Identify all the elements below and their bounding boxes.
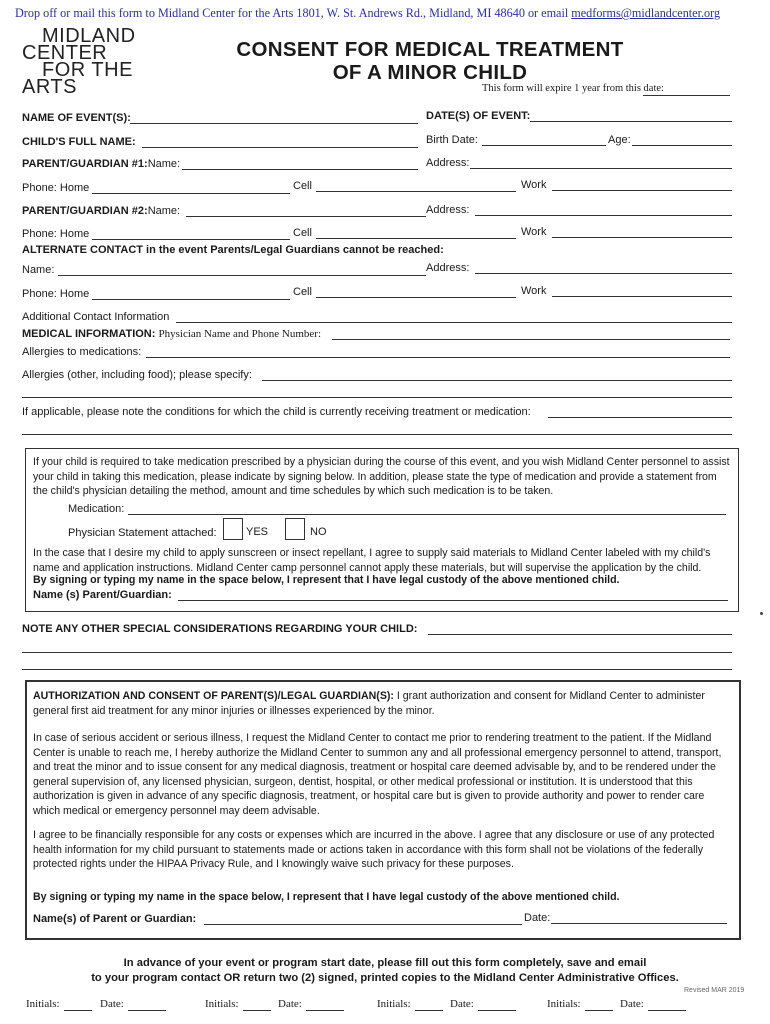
alt-work-field[interactable] — [552, 296, 732, 297]
date-label: Date: — [620, 998, 644, 1010]
authorization-signature-label: Name(s) of Parent or Guardian: — [33, 913, 197, 925]
pg1-phone-home-field[interactable] — [92, 193, 290, 194]
medication-field[interactable] — [128, 514, 726, 515]
conditions-label: If applicable, please note the conditions for which the child is currently receiving treatment or medication: — [22, 406, 531, 418]
date-field[interactable] — [128, 1010, 166, 1011]
pg1-label: PARENT/GUARDIAN #1: — [22, 158, 148, 170]
logo-line: FOR THE — [42, 59, 133, 81]
event-dates-label: DATE(S) OF EVENT: — [426, 110, 531, 122]
pg2-address-field[interactable] — [475, 215, 732, 216]
pg2-cell-field[interactable] — [316, 238, 516, 239]
special-considerations-line3[interactable] — [22, 669, 732, 670]
alt-address-field[interactable] — [475, 273, 732, 274]
child-name-label: CHILD'S FULL NAME: — [22, 136, 136, 148]
special-considerations-line2[interactable] — [22, 652, 732, 653]
age-label: Age: — [608, 134, 631, 146]
initials-field[interactable] — [585, 1010, 613, 1011]
allergies-meds-label: Allergies to medications: — [22, 346, 142, 358]
authorization-date-field[interactable] — [551, 923, 727, 924]
date-label: Date: — [450, 998, 474, 1010]
logo-line: CENTER — [22, 42, 108, 64]
medication-intro: If your child is required to take medication prescribed by a physician during the course of this event, and you wish Midland Center personnel to assist your child in taking this medication, please indicate by signing below. In addition, please state the type of medication and provide a statement from the child's physician detailing the method, amount and time schedules by which such medication is to be taken. — [33, 456, 730, 498]
title-line: OF A MINOR CHILD — [332, 61, 528, 84]
alt-address-label: Address: — [426, 262, 470, 274]
medication-custody-text: By signing or typing my name in the space below, I represent that I have legal custody of the above mentioned child. — [33, 574, 620, 586]
physician-field[interactable] — [332, 339, 730, 340]
authorization-heading: AUTHORIZATION AND CONSENT OF PARENT(S)/LEGAL GUARDIAN(S): — [33, 690, 394, 702]
initials-field[interactable] — [243, 1010, 271, 1011]
medical-info-row — [22, 328, 321, 340]
pg1-cell-label: Cell — [293, 180, 312, 192]
email-link[interactable]: medforms@midlandcenter.org — [571, 6, 721, 20]
sunscreen-text: In the case that I desire my child to apply sunscreen or insect repellant, I agree to supply said materials to Midland Center labeled with my child's name and application instructions. Midland Center camp personnel cannot apply these materials, but will supervise the application by the child. — [33, 547, 711, 574]
allergies-meds-field[interactable] — [146, 357, 730, 358]
birth-date-field[interactable] — [482, 145, 606, 146]
page-title — [190, 38, 670, 84]
pg2-label: PARENT/GUARDIAN #2: — [22, 205, 148, 217]
footer-line: to your program contact OR return two (2) signed, printed copies to the Midland Center Administrative Offices. — [91, 972, 679, 984]
instructions-text: Drop off or mail this form to Midland Center for the Arts 1801, W. St. Andrews Rd., Midland, MI 48640 or email — [15, 6, 572, 20]
special-considerations-field[interactable] — [428, 634, 732, 635]
pg1-row — [22, 158, 180, 170]
pg2-phone-home-label: Phone: Home — [22, 228, 90, 240]
allergies-other-field[interactable] — [262, 380, 732, 381]
logo-line: MIDLAND — [42, 25, 136, 47]
authorization-paragraph-1: In case of serious accident or serious illness, I request the Midland Center to contact me prior to rendering treatment to the patient. If the Midland Center is unable to reach me, I hereby authorize the Midland Center to summon any and all professional emergency personnel to attend, transport, and treat the minor and to issue consent for any medical diagnosis, treatment or hospital care deemed advisable by, and to be rendered under the general supervision of, any licensed physician, surgeon, dentist, hospital, or other medical professional or institution. It is understood that this authorization is given in advance of any specific diagnosis, treatment, or hospital care but is given to provide authority and power to render care which medical or emergency personnel may deem advisable. — [33, 732, 722, 817]
pg1-address-field[interactable] — [470, 168, 732, 169]
initials-label: Initials: — [377, 998, 411, 1010]
medication-label: Medication: — [68, 503, 125, 515]
yes-label: YES — [246, 526, 269, 538]
scan-mark — [760, 612, 763, 615]
pg2-address-label: Address: — [426, 204, 470, 216]
authorization-paragraph-2: I agree to be financially responsible for any costs or expenses which are incurred in the above. I agree that any disclosure or use of any protected health information for my child pursuant to statements made or actions taken in accordance with this form shall not be violations of the federally protected rights under the HIPAA Privacy Rule, and I knowingly waive such privacy for these purposes. — [33, 829, 715, 871]
alt-cell-field[interactable] — [316, 297, 516, 298]
allergies-other-field-line2[interactable] — [22, 397, 732, 398]
pg2-work-label: Work — [521, 226, 547, 238]
expire-date-field[interactable] — [643, 95, 730, 96]
expire-label: This form will expire 1 year from this date: — [482, 83, 664, 94]
alt-phone-home-label: Phone: Home — [22, 288, 90, 300]
conditions-field-line2[interactable] — [22, 434, 732, 435]
pg1-name-label: Name: — [147, 158, 181, 170]
initials-label: Initials: — [205, 998, 239, 1010]
birth-date-label: Birth Date: — [426, 134, 478, 146]
title-line: CONSENT FOR MEDICAL TREATMENT — [236, 38, 624, 61]
logo — [22, 25, 152, 98]
alt-phone-home-field[interactable] — [92, 299, 290, 300]
conditions-field[interactable] — [548, 417, 732, 418]
event-name-field[interactable] — [130, 123, 418, 124]
pg1-name-field[interactable] — [182, 169, 418, 170]
additional-contact-field[interactable] — [176, 322, 732, 323]
special-considerations-label: NOTE ANY OTHER SPECIAL CONSIDERATIONS REGARDING YOUR CHILD: — [22, 623, 418, 635]
date-label: Date: — [278, 998, 302, 1010]
pg2-work-field[interactable] — [552, 237, 732, 238]
date-field[interactable] — [478, 1010, 516, 1011]
authorization-custody-text: By signing or typing my name in the space below, I represent that I have legal custody of the above mentioned child. — [33, 891, 620, 903]
authorization-intro-text: I grant authorization and consent for Midland Center to administer general first aid treatment for any minor injuries or illnesses experienced by the minor. — [33, 690, 705, 717]
pg1-address-label: Address: — [426, 157, 470, 169]
medical-info-label: MEDICAL INFORMATION: — [22, 328, 156, 340]
pg1-work-label: Work — [521, 179, 547, 191]
additional-contact-label: Additional Contact Information — [22, 311, 170, 323]
pg1-phone-home-label: Phone: Home — [22, 182, 90, 194]
physician-statement-label: Physician Statement attached: — [68, 527, 217, 539]
initials-label: Initials: — [547, 998, 581, 1010]
pg2-name-label: Name: — [147, 205, 181, 217]
alt-name-label: Name: — [22, 264, 55, 276]
submission-instructions — [15, 6, 760, 21]
pg1-work-field[interactable] — [552, 190, 732, 191]
child-name-field[interactable] — [142, 147, 418, 148]
revised-note: Revised MAR 2019 — [684, 987, 745, 994]
alt-work-label: Work — [521, 285, 547, 297]
no-checkbox[interactable] — [285, 518, 305, 540]
age-field[interactable] — [632, 145, 732, 146]
authorization-date-label: Date: — [524, 912, 551, 924]
alt-contact-heading: ALTERNATE CONTACT in the event Parents/Legal Guardians cannot be reached: — [22, 244, 444, 256]
logo-line: ARTS — [22, 76, 77, 98]
event-dates-field[interactable] — [530, 121, 732, 122]
alt-cell-label: Cell — [293, 286, 312, 298]
no-label: NO — [310, 526, 327, 538]
authorization-intro — [33, 689, 733, 718]
pg2-name-field[interactable] — [186, 216, 426, 217]
pg1-cell-field[interactable] — [316, 191, 516, 192]
initials-label: Initials: — [26, 998, 60, 1010]
footer-line: In advance of your event or program start date, please fill out this form completely, save and email — [123, 957, 647, 969]
pg2-cell-label: Cell — [293, 227, 312, 239]
footer-instructions — [60, 956, 710, 986]
expire-note — [482, 83, 664, 94]
pg2-row — [22, 205, 180, 217]
initials-field[interactable] — [64, 1010, 92, 1011]
date-field[interactable] — [306, 1010, 344, 1011]
allergies-other-label: Allergies (other, including food); please specify: — [22, 369, 252, 381]
physician-label: Physician Name and Phone Number: — [158, 328, 322, 340]
alt-name-field[interactable] — [58, 275, 426, 276]
medication-signature-label: Name (s) Parent/Guardian: — [33, 589, 172, 601]
date-field[interactable] — [648, 1010, 686, 1011]
event-name-label: NAME OF EVENT(S): — [22, 112, 131, 124]
yes-checkbox[interactable] — [223, 518, 243, 540]
medication-signature-field[interactable] — [178, 600, 728, 601]
initials-field[interactable] — [415, 1010, 443, 1011]
authorization-signature-field[interactable] — [204, 924, 522, 925]
date-label: Date: — [100, 998, 124, 1010]
pg2-phone-home-field[interactable] — [92, 239, 290, 240]
